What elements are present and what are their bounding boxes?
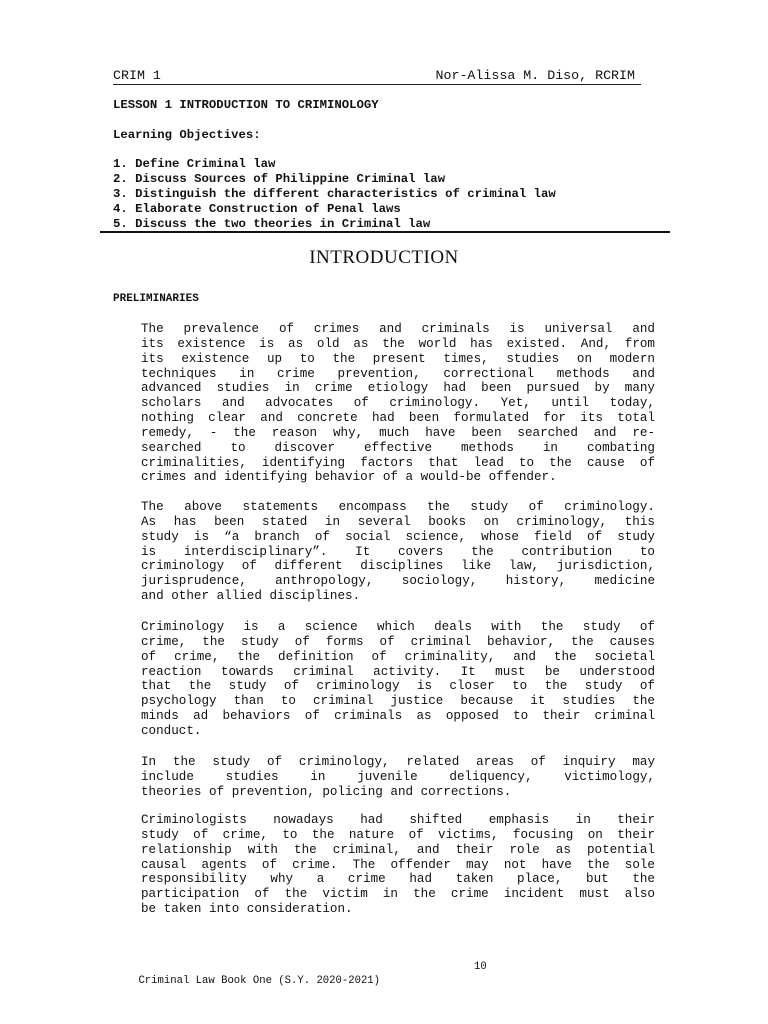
paragraph-line: nothing clear and concrete had been formulated for its total [141, 411, 655, 426]
body-paragraph [113, 500, 655, 604]
paragraph-line: remedy, - the reason why, much have been searched and re- [141, 425, 655, 440]
paragraph-line: study is “a branch of social science, whose field of study [141, 529, 655, 544]
body-paragraph [113, 322, 655, 485]
paragraph-line: include studies in juvenile deliquency, victimology, [141, 769, 655, 784]
paragraph-line: and other allied disciplines. [141, 589, 361, 604]
paragraph-line: criminology of different disciplines like law, jurisdiction, [141, 559, 655, 574]
paragraph-line: minds ad behaviors of criminals as opposed to their criminal [141, 709, 655, 724]
paragraph-line: conduct. [141, 723, 202, 738]
paragraph-line: In the study of criminology, related areas of inquiry may [141, 755, 655, 769]
paragraph-line: techniques in crime prevention, correctional methods and [141, 366, 655, 381]
paragraph-line: theories of prevention, policing and corrections. [141, 784, 512, 799]
body-paragraph [113, 620, 655, 739]
objective-item: 4. Elaborate Construction of Penal laws [113, 202, 401, 216]
paragraph-line: The prevalence of crimes and criminals is universal and [141, 322, 655, 336]
paragraph-line: that the study of criminology is closer to the study of [141, 679, 655, 694]
paragraph-line: reaction towards criminal activity. It must be understood [141, 664, 655, 679]
paragraph-line: causal agents of crime. The offender may not have the sole [141, 857, 655, 872]
footer-book-title: Criminal Law Book One (S.Y. 2020-2021) [138, 975, 381, 987]
page-footer [113, 960, 487, 1016]
paragraph-line: Criminologists nowadays had shifted emphasis in their [141, 813, 655, 827]
paragraph-line: participation of the victim in the crime incident must also [141, 887, 655, 902]
paragraph-line: The above statements encompass the study of criminology. [141, 500, 655, 514]
header-divider [113, 84, 641, 85]
objective-item: 5. Discuss the two theories in Criminal law [113, 217, 431, 231]
paragraph-line: jurisprudence, anthropology, sociology, history, medicine [141, 574, 655, 589]
page-header [113, 68, 635, 84]
paragraph-line: As has been stated in several books on criminology, this [141, 514, 655, 529]
paragraph-line: crime, the study of forms of criminal behavior, the causes [141, 634, 655, 649]
objectives-divider [100, 231, 670, 233]
section-title: INTRODUCTION [309, 247, 459, 268]
paragraph-line: is interdisciplinary”. It covers the contribution to [141, 544, 655, 559]
objective-item: 3. Distinguish the different characteristics of criminal law [113, 187, 556, 201]
paragraph-line: be taken into consideration. [141, 902, 353, 917]
objective-item: 2. Discuss Sources of Philippine Criminal law [113, 172, 446, 186]
paragraph-line: its existence is as old as the world has existed. And, from [141, 336, 655, 351]
page-number: 10 [474, 961, 487, 973]
paragraph-line: searched to discover effective methods in combating [141, 440, 655, 455]
paragraph-line: Criminology is a science which deals with the study of [141, 620, 655, 634]
section-subheading: PRELIMINARIES [113, 293, 199, 305]
course-code: CRIM 1 [113, 68, 161, 83]
lesson-title: LESSON 1 INTRODUCTION TO CRIMINOLOGY [113, 98, 379, 112]
objectives-list [113, 157, 556, 232]
paragraph-line: psychology than to criminal justice because it studies the [141, 694, 655, 709]
objectives-heading: Learning Objectives: [113, 128, 261, 142]
paragraph-line: its existence up to the present times, studies on modern [141, 351, 655, 366]
objective-item: 1. Define Criminal law [113, 157, 276, 171]
paragraph-line: criminalities, identifying factors that lead to the cause of [141, 455, 655, 470]
paragraph-line: scholars and advocates of criminology. Yet, until today, [141, 396, 655, 411]
author-name: Nor-Alissa M. Diso, RCRIM [435, 68, 635, 83]
paragraph-line: of crime, the definition of criminality, and the societal [141, 649, 655, 664]
paragraph-line: responsibility why a crime had taken place, but the [141, 872, 655, 887]
body-paragraph [113, 813, 655, 917]
body-paragraph [113, 755, 655, 800]
paragraph-line: advanced studies in crime etiology had been pursued by many [141, 381, 655, 396]
paragraph-line: relationship with the criminal, and their role as potential [141, 842, 655, 857]
paragraph-line: crimes and identifying behavior of a would-be offender. [141, 470, 557, 485]
paragraph-line: study of crime, to the nature of victims, focusing on their [141, 827, 655, 842]
